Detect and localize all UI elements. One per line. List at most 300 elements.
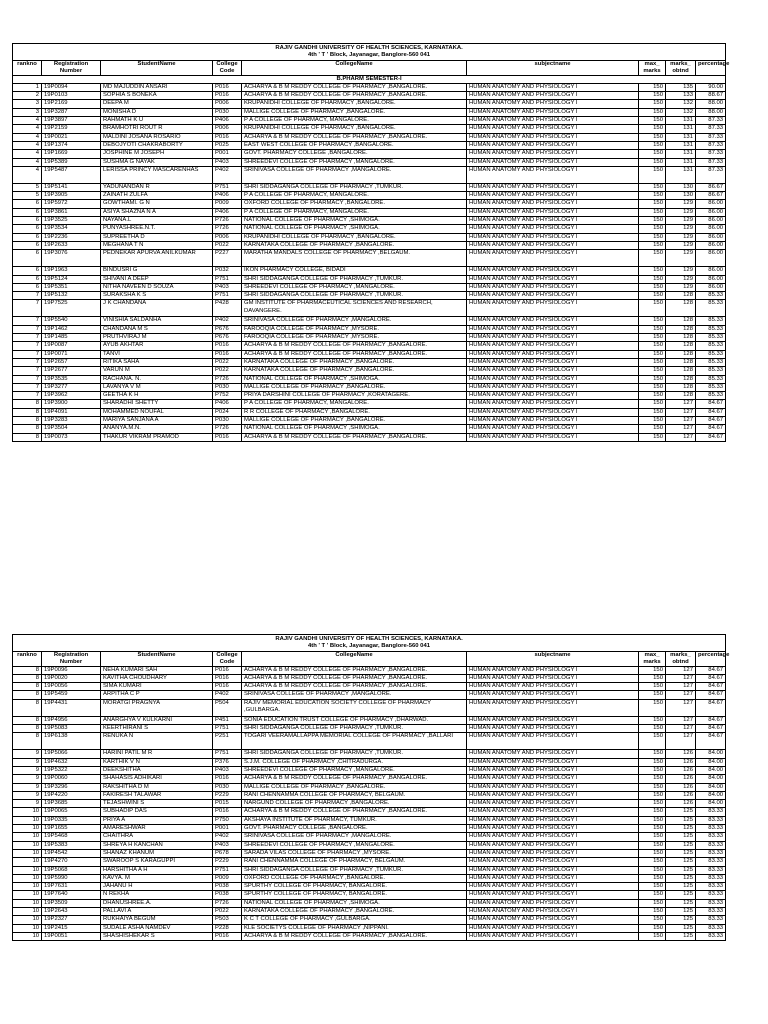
cell-max-marks: 150 [639, 141, 666, 149]
cell-college-code: P016 [213, 133, 242, 141]
cell-registration-number: 19P1374 [42, 141, 101, 149]
cell-percentage: 87.33 [696, 117, 726, 125]
cell-marks-obtained: 129 [666, 241, 696, 249]
table-row [13, 108, 726, 116]
col-rankno: rankno [13, 651, 42, 666]
cell-rankno: 5 [13, 183, 42, 191]
cell-student-name: PRIYA A [101, 816, 213, 824]
cell-college-name: KARNATAKA COLLEGE OF PHARMACY ,BANGALORE. [242, 908, 467, 916]
col-college-name: CollegeName [242, 60, 467, 75]
table-row [13, 683, 726, 691]
cell-student-name: SURAKSHA K S [101, 292, 213, 300]
cell-max-marks: 150 [639, 725, 666, 733]
cell-marks-obtained: 132 [666, 100, 696, 108]
cell-college-name: K C T COLLEGE OF PHARMACY ,GULBARGA. [242, 916, 467, 924]
cell-marks-obtained: 127 [666, 425, 696, 433]
cell-student-name: GEETHA K H [101, 392, 213, 400]
col-marks-obtained: marks_ obtnd [666, 651, 696, 666]
cell-registration-number: 19P2657 [42, 358, 101, 366]
table-row [13, 758, 726, 766]
cell-student-name: RAKSHITHA D M [101, 783, 213, 791]
cell-percentage: 86.67 [696, 183, 726, 191]
cell-college-code: P030 [213, 416, 242, 424]
cell-rankno: 9 [13, 800, 42, 808]
cell-college-name: SONIA EDUCATION TRUST COLLEGE OF PHARMACY ,DHARWAD. [242, 716, 467, 724]
cell-max-marks: 150 [639, 699, 666, 716]
cell-college-name: ACHARYA & B M REDDY COLLEGE OF PHARMACY ,BANGALORE. [242, 92, 467, 100]
cell-college-code: P406 [213, 400, 242, 408]
cell-subject-name: HUMAN ANATOMY AND PHYSIOLOGY I [467, 932, 639, 940]
cell-subject-name: HUMAN ANATOMY AND PHYSIOLOGY I [467, 83, 639, 91]
cell-percentage: 86.00 [696, 208, 726, 216]
cell-rankno: 10 [13, 866, 42, 874]
cell-max-marks: 150 [639, 158, 666, 166]
cell-subject-name: HUMAN ANATOMY AND PHYSIOLOGY I [467, 908, 639, 916]
cell-max-marks: 150 [639, 342, 666, 350]
cell-max-marks: 150 [639, 358, 666, 366]
col-percentage: percentage [696, 651, 726, 666]
cell-subject-name: HUMAN ANATOMY AND PHYSIOLOGY I [467, 791, 639, 799]
cell-marks-obtained: 125 [666, 825, 696, 833]
cell-college-code: P001 [213, 825, 242, 833]
cell-max-marks: 150 [639, 92, 666, 100]
cell-subject-name: HUMAN ANATOMY AND PHYSIOLOGY I [467, 750, 639, 758]
cell-student-name: LERISSA PRINCY MASCARENHAS [101, 166, 213, 183]
cell-registration-number: 19P3504 [42, 425, 101, 433]
cell-subject-name: HUMAN ANATOMY AND PHYSIOLOGY I [467, 699, 639, 716]
cell-subject-name: HUMAN ANATOMY AND PHYSIOLOGY I [467, 375, 639, 383]
col-student-name: StudentName [101, 651, 213, 666]
table-row [13, 367, 726, 375]
cell-rankno: 10 [13, 932, 42, 940]
cell-college-name: ACHARYA & B M REDDY COLLEGE OF PHARMACY ,BANGALORE. [242, 808, 467, 816]
cell-student-name: KAVYA. M [101, 874, 213, 882]
cell-college-code: P009 [213, 200, 242, 208]
cell-college-name: SHREEDEVI COLLEGE OF PHARMACY ,MANGALORE. [242, 841, 467, 849]
cell-college-code: P726 [213, 217, 242, 225]
cell-percentage: 88.00 [696, 108, 726, 116]
cell-registration-number: 19P2643 [42, 908, 101, 916]
cell-rankno: 6 [13, 208, 42, 216]
cell-marks-obtained: 127 [666, 716, 696, 724]
cell-registration-number: 19P0020 [42, 674, 101, 682]
cell-max-marks: 150 [639, 267, 666, 275]
cell-college-name: OXFORD COLLEGE OF PHARMACY ,BANGALORE. [242, 874, 467, 882]
table-row [13, 674, 726, 682]
cell-percentage: 83.33 [696, 866, 726, 874]
cell-max-marks: 150 [639, 150, 666, 158]
cell-max-marks: 150 [639, 325, 666, 333]
cell-rankno: 10 [13, 874, 42, 882]
col-subject-name: subjectname [467, 60, 639, 75]
table-row [13, 816, 726, 824]
cell-college-code: P504 [213, 699, 242, 716]
cell-college-code: P015 [213, 800, 242, 808]
results-body [13, 666, 726, 941]
cell-college-code: P030 [213, 783, 242, 791]
cell-percentage: 84.67 [696, 683, 726, 691]
table-row [13, 125, 726, 133]
cell-max-marks: 150 [639, 425, 666, 433]
cell-max-marks: 150 [639, 683, 666, 691]
cell-max-marks: 150 [639, 775, 666, 783]
cell-college-name: KRUPANIDHI COLLEGE OF PHARMACY ,BANGALORE. [242, 100, 467, 108]
table-row [13, 841, 726, 849]
cell-rankno: 8 [13, 400, 42, 408]
cell-college-name: TOGARI VEERAMALLAPPA MEMORIAL COLLEGE OF PHARMACY ,BALLARI [242, 733, 467, 750]
cell-student-name: HARINI PATIL M R [101, 750, 213, 758]
cell-subject-name: HUMAN ANATOMY AND PHYSIOLOGY I [467, 283, 639, 291]
table-row [13, 791, 726, 799]
cell-marks-obtained: 126 [666, 791, 696, 799]
cell-subject-name: HUMAN ANATOMY AND PHYSIOLOGY I [467, 775, 639, 783]
table-row [13, 416, 726, 424]
cell-rankno: 7 [13, 375, 42, 383]
cell-subject-name: HUMAN ANATOMY AND PHYSIOLOGY I [467, 342, 639, 350]
cell-registration-number: 19P0056 [42, 683, 101, 691]
table-row [13, 200, 726, 208]
cell-registration-number: 19P3900 [42, 400, 101, 408]
cell-registration-number: 19P5487 [42, 166, 101, 183]
cell-percentage: 84.67 [696, 416, 726, 424]
cell-college-code: P016 [213, 350, 242, 358]
cell-rankno: 2 [13, 92, 42, 100]
cell-subject-name: HUMAN ANATOMY AND PHYSIOLOGY I [467, 300, 639, 317]
cell-max-marks: 150 [639, 791, 666, 799]
table-row [13, 808, 726, 816]
table-row [13, 866, 726, 874]
university-title: RAJIV GANDHI UNIVERSITY OF HEALTH SCIENCES, KARNATAKA. [13, 44, 726, 53]
cell-marks-obtained: 127 [666, 699, 696, 716]
cell-max-marks: 150 [639, 233, 666, 241]
cell-registration-number: 19P7640 [42, 891, 101, 899]
table-row [13, 849, 726, 857]
cell-percentage: 86.00 [696, 283, 726, 291]
cell-student-name: DEBOJYOTI CHAKRABORTY [101, 141, 213, 149]
cell-percentage: 85.33 [696, 334, 726, 342]
cell-college-code: P402 [213, 691, 242, 699]
cell-student-name: SOPHIA S BONEKA [101, 92, 213, 100]
cell-marks-obtained: 125 [666, 808, 696, 816]
table-row [13, 217, 726, 225]
cell-college-name: RANI CHENNAMMA COLLEGE OF PHARMACY, BELGAUM. [242, 791, 467, 799]
cell-marks-obtained: 127 [666, 400, 696, 408]
cell-registration-number: 19P3897 [42, 117, 101, 125]
cell-college-code: P032 [213, 267, 242, 275]
cell-college-code: P402 [213, 833, 242, 841]
cell-subject-name: HUMAN ANATOMY AND PHYSIOLOGY I [467, 275, 639, 283]
cell-student-name: THAKUR VIKRAM PRAMOD [101, 433, 213, 441]
cell-college-code: P001 [213, 150, 242, 158]
cell-percentage: 86.00 [696, 233, 726, 241]
cell-max-marks: 150 [639, 808, 666, 816]
cell-percentage: 85.33 [696, 325, 726, 333]
cell-rankno: 7 [13, 392, 42, 400]
cell-marks-obtained: 128 [666, 325, 696, 333]
cell-registration-number: 19P7631 [42, 883, 101, 891]
cell-rankno: 4 [13, 150, 42, 158]
cell-percentage: 85.33 [696, 358, 726, 366]
cell-college-name: GOVT. PHARMACY COLLEGE ,BANGALORE. [242, 825, 467, 833]
cell-percentage: 86.00 [696, 250, 726, 267]
cell-percentage: 85.33 [696, 392, 726, 400]
cell-percentage: 83.33 [696, 932, 726, 940]
cell-student-name: SHASHISHEKAR S [101, 932, 213, 940]
cell-registration-number: 19P0071 [42, 350, 101, 358]
cell-marks-obtained: 128 [666, 292, 696, 300]
cell-college-code: P038 [213, 891, 242, 899]
cell-marks-obtained: 129 [666, 208, 696, 216]
cell-registration-number: 19P2159 [42, 125, 101, 133]
cell-rankno: 6 [13, 241, 42, 249]
cell-marks-obtained: 130 [666, 183, 696, 191]
cell-college-name: GOVT. PHARMACY COLLEGE ,BANGALORE. [242, 150, 467, 158]
cell-student-name: KARTHIK V N [101, 758, 213, 766]
cell-college-name: SHREEDEVI COLLEGE OF PHARMACY ,MANGALORE. [242, 158, 467, 166]
cell-marks-obtained: 126 [666, 766, 696, 774]
cell-subject-name: HUMAN ANATOMY AND PHYSIOLOGY I [467, 849, 639, 857]
cell-percentage: 87.33 [696, 133, 726, 141]
university-address: 4th ' T ' Block, Jayanagar, Banglore-560 041 [13, 643, 726, 651]
cell-subject-name: HUMAN ANATOMY AND PHYSIOLOGY I [467, 100, 639, 108]
cell-max-marks: 150 [639, 367, 666, 375]
cell-percentage: 86.00 [696, 225, 726, 233]
cell-subject-name: HUMAN ANATOMY AND PHYSIOLOGY I [467, 325, 639, 333]
table-row [13, 400, 726, 408]
cell-subject-name: HUMAN ANATOMY AND PHYSIOLOGY I [467, 899, 639, 907]
cell-percentage: 84.67 [696, 666, 726, 674]
cell-marks-obtained: 128 [666, 334, 696, 342]
cell-marks-obtained: 127 [666, 733, 696, 750]
table-row [13, 83, 726, 91]
cell-max-marks: 150 [639, 250, 666, 267]
cell-college-name: SHRI SIDDAGANGA COLLEGE OF PHARMACY ,TUMKUR. [242, 725, 467, 733]
cell-registration-number: 19P3685 [42, 800, 101, 808]
cell-student-name: MEGHANA T N [101, 241, 213, 249]
cell-percentage: 83.33 [696, 874, 726, 882]
cell-marks-obtained: 128 [666, 367, 696, 375]
cell-college-code: P402 [213, 166, 242, 183]
cell-marks-obtained: 125 [666, 891, 696, 899]
cell-marks-obtained: 133 [666, 92, 696, 100]
cell-max-marks: 150 [639, 400, 666, 408]
cell-registration-number: 19P0094 [42, 83, 101, 91]
cell-college-code: P376 [213, 758, 242, 766]
cell-rankno: 6 [13, 250, 42, 267]
cell-college-name: RAJIV MEMORIAL EDUCATION SOCIETY COLLEGE OF PHARMACY ,GULBARGA. [242, 699, 467, 716]
cell-student-name: NAYANA.L [101, 217, 213, 225]
cell-marks-obtained: 126 [666, 800, 696, 808]
cell-percentage: 83.33 [696, 849, 726, 857]
cell-registration-number: 19P5351 [42, 283, 101, 291]
cell-student-name: SIMA KUMARI [101, 683, 213, 691]
cell-college-code: P022 [213, 358, 242, 366]
cell-percentage: 85.33 [696, 383, 726, 391]
table-row [13, 133, 726, 141]
cell-percentage: 87.33 [696, 158, 726, 166]
cell-subject-name: HUMAN ANATOMY AND PHYSIOLOGY I [467, 858, 639, 866]
table-row [13, 325, 726, 333]
cell-student-name: SHARADHI SHETTY [101, 400, 213, 408]
cell-student-name: LAVANYA V M [101, 383, 213, 391]
table-row [13, 733, 726, 750]
cell-college-name: SHRI SIDDAGANGA COLLEGE OF PHARMACY ,TUMKUR. [242, 750, 467, 758]
cell-max-marks: 150 [639, 932, 666, 940]
cell-college-name: ACHARYA & B M REDDY COLLEGE OF PHARMACY ,BANGALORE. [242, 683, 467, 691]
cell-registration-number: 19P3861 [42, 208, 101, 216]
table-row [13, 233, 726, 241]
cell-marks-obtained: 130 [666, 192, 696, 200]
cell-college-name: SARADA VILAS COLLEGE OF PHARMACY ,MYSORE. [242, 849, 467, 857]
cell-max-marks: 150 [639, 125, 666, 133]
cell-student-name: VINISHIA SALDANHA [101, 317, 213, 325]
cell-max-marks: 150 [639, 275, 666, 283]
col-college-name: CollegeName [242, 651, 467, 666]
cell-subject-name: HUMAN ANATOMY AND PHYSIOLOGY I [467, 292, 639, 300]
cell-registration-number: 19P4956 [42, 716, 101, 724]
cell-registration-number: 19P0087 [42, 342, 101, 350]
cell-registration-number: 19P3283 [42, 416, 101, 424]
table-row [13, 183, 726, 191]
cell-marks-obtained: 131 [666, 150, 696, 158]
col-student-name: StudentName [101, 60, 213, 75]
cell-marks-obtained: 126 [666, 758, 696, 766]
cell-max-marks: 150 [639, 166, 666, 183]
cell-college-name: KARNATAKA COLLEGE OF PHARMACY ,BANGALORE. [242, 367, 467, 375]
cell-student-name: BRAMHOTRI ROUT R [101, 125, 213, 133]
cell-student-name: GOWTHAMI. G N [101, 200, 213, 208]
cell-rankno: 6 [13, 283, 42, 291]
cell-college-code: P016 [213, 92, 242, 100]
cell-percentage: 83.33 [696, 891, 726, 899]
cell-student-name: RITIKA SAHA [101, 358, 213, 366]
cell-max-marks: 150 [639, 825, 666, 833]
cell-subject-name: HUMAN ANATOMY AND PHYSIOLOGY I [467, 317, 639, 325]
university-title: RAJIV GANDHI UNIVERSITY OF HEALTH SCIENCES, KARNATAKA. [13, 635, 726, 644]
table-row [13, 350, 726, 358]
cell-subject-name: HUMAN ANATOMY AND PHYSIOLOGY I [467, 425, 639, 433]
cell-college-code: P406 [213, 208, 242, 216]
cell-max-marks: 150 [639, 908, 666, 916]
cell-registration-number: 19P5972 [42, 200, 101, 208]
cell-student-name: ZAINATH ZULFA [101, 192, 213, 200]
cell-max-marks: 150 [639, 849, 666, 857]
cell-subject-name: HUMAN ANATOMY AND PHYSIOLOGY I [467, 233, 639, 241]
cell-registration-number: 19P1963 [42, 267, 101, 275]
cell-marks-obtained: 126 [666, 783, 696, 791]
cell-student-name: KAVITHA CHOUDHARY [101, 674, 213, 682]
cell-college-name: KARNATAKA COLLEGE OF PHARMACY ,BANGALORE. [242, 358, 467, 366]
cell-marks-obtained: 125 [666, 908, 696, 916]
cell-max-marks: 150 [639, 916, 666, 924]
cell-marks-obtained: 127 [666, 674, 696, 682]
cell-subject-name: HUMAN ANATOMY AND PHYSIOLOGY I [467, 166, 639, 183]
cell-marks-obtained: 131 [666, 125, 696, 133]
cell-percentage: 88.00 [696, 100, 726, 108]
cell-college-name: OXFORD COLLEGE OF PHARMACY ,BANGALORE. [242, 200, 467, 208]
cell-college-name: EAST WEST COLLEGE OF PHARMACY ,BANGALORE. [242, 141, 467, 149]
cell-subject-name: HUMAN ANATOMY AND PHYSIOLOGY I [467, 225, 639, 233]
cell-college-name: SHRI SIDDAGANGA COLLEGE OF PHARMACY ,TUMKUR. [242, 183, 467, 191]
cell-subject-name: HUMAN ANATOMY AND PHYSIOLOGY I [467, 691, 639, 699]
cell-percentage: 84.67 [696, 408, 726, 416]
cell-student-name: PRUTHVIRAJ M [101, 334, 213, 342]
cell-percentage: 84.00 [696, 758, 726, 766]
col-college-code: College Code [213, 651, 242, 666]
cell-marks-obtained: 129 [666, 283, 696, 291]
cell-max-marks: 150 [639, 924, 666, 932]
cell-rankno: 8 [13, 691, 42, 699]
table-row [13, 208, 726, 216]
cell-rankno: 10 [13, 816, 42, 824]
cell-college-name: ACHARYA & B M REDDY COLLEGE OF PHARMACY ,BANGALORE. [242, 775, 467, 783]
cell-student-name: AMARESHWAR [101, 825, 213, 833]
cell-marks-obtained: 129 [666, 200, 696, 208]
cell-registration-number: 19P7525 [42, 300, 101, 317]
cell-rankno: 8 [13, 666, 42, 674]
cell-college-name: ACHARYA & B M REDDY COLLEGE OF PHARMACY ,BANGALORE. [242, 342, 467, 350]
cell-max-marks: 150 [639, 716, 666, 724]
cell-max-marks: 150 [639, 750, 666, 758]
cell-student-name: DEEPA M [101, 100, 213, 108]
col-subject-name: subjectname [467, 651, 639, 666]
cell-college-code: P503 [213, 916, 242, 924]
table-row [13, 899, 726, 907]
cell-registration-number: 19P5540 [42, 317, 101, 325]
table-row [13, 117, 726, 125]
table-row [13, 292, 726, 300]
cell-student-name: DHANUSHREE.A. [101, 899, 213, 907]
cell-registration-number: 19P5068 [42, 866, 101, 874]
cell-student-name: NEHA KUMARI SAH [101, 666, 213, 674]
cell-marks-obtained: 125 [666, 883, 696, 891]
cell-max-marks: 150 [639, 133, 666, 141]
cell-percentage: 85.33 [696, 367, 726, 375]
cell-registration-number: 19P5141 [42, 183, 101, 191]
cell-subject-name: HUMAN ANATOMY AND PHYSIOLOGY I [467, 725, 639, 733]
table-row [13, 858, 726, 866]
cell-college-code: P024 [213, 408, 242, 416]
cell-rankno: 10 [13, 825, 42, 833]
cell-subject-name: HUMAN ANATOMY AND PHYSIOLOGY I [467, 150, 639, 158]
cell-subject-name: HUMAN ANATOMY AND PHYSIOLOGY I [467, 358, 639, 366]
table-row [13, 716, 726, 724]
table-row [13, 425, 726, 433]
cell-student-name: CHANDANA M S [101, 325, 213, 333]
table-row [13, 825, 726, 833]
cell-college-name: NATIONAL COLLEGE OF PHARMACY ,SHIMOGA. [242, 375, 467, 383]
cell-percentage: 83.33 [696, 808, 726, 816]
cell-subject-name: HUMAN ANATOMY AND PHYSIOLOGY I [467, 924, 639, 932]
cell-marks-obtained: 129 [666, 250, 696, 267]
cell-rankno: 7 [13, 334, 42, 342]
cell-college-code: P006 [213, 233, 242, 241]
cell-subject-name: HUMAN ANATOMY AND PHYSIOLOGY I [467, 158, 639, 166]
cell-registration-number: 19P0335 [42, 816, 101, 824]
cell-marks-obtained: 125 [666, 874, 696, 882]
cell-student-name: ASIYA SHAZNA N A [101, 208, 213, 216]
cell-rankno: 8 [13, 674, 42, 682]
cell-marks-obtained: 127 [666, 683, 696, 691]
cell-subject-name: HUMAN ANATOMY AND PHYSIOLOGY I [467, 866, 639, 874]
cell-student-name: TANVI [101, 350, 213, 358]
cell-marks-obtained: 135 [666, 83, 696, 91]
cell-subject-name: HUMAN ANATOMY AND PHYSIOLOGY I [467, 241, 639, 249]
cell-college-code: P016 [213, 808, 242, 816]
cell-student-name: TEJASHWINI S [101, 800, 213, 808]
cell-college-code: P009 [213, 874, 242, 882]
cell-rankno: 7 [13, 350, 42, 358]
